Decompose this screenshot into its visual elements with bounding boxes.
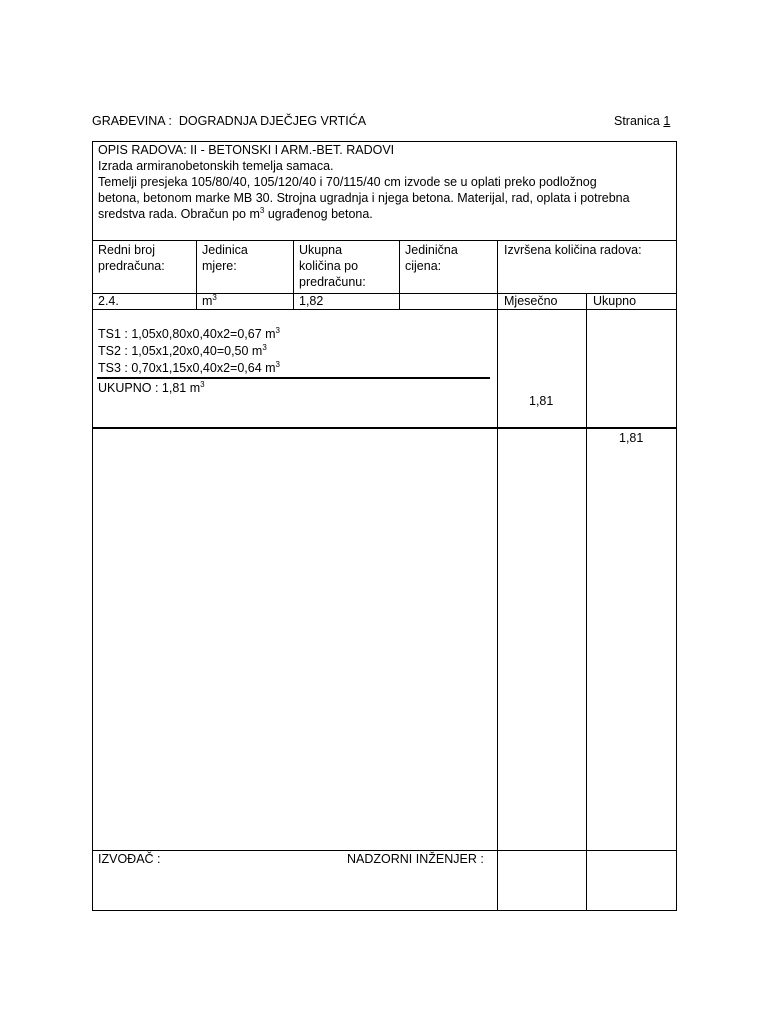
description-line: sredstva rada. Obračun po $m^3$ ugrađenog betona. <box>98 205 373 221</box>
calculation-line: TS2 : 1,05x1,20x0,40=0,50 $m^3$ <box>98 342 267 358</box>
col-mjesecno: Mjesečno <box>504 294 558 308</box>
row-redni-broj: 2.4. <box>98 294 119 308</box>
page-number: 1 <box>663 114 671 128</box>
building-name: DOGRADNJA DJEČJEG VRTIĆA <box>178 114 367 128</box>
row-jedinica: $m^3$ <box>202 292 217 308</box>
description-line: betona, betonom marke MB 30. Strojna ugradnja i njega betona. Materijal, rad, oplata i potrebna <box>98 191 630 205</box>
col-redni-broj: Redni broj predračuna: <box>98 243 165 273</box>
nadzorni-label: NADZORNI INŽENJER : <box>347 852 484 866</box>
calculation-line: TS1 : 1,05x0,80x0,40x2=0,67 $m^3$ <box>98 325 280 341</box>
calculation-line: TS3 : 0,70x1,15x0,40x2=0,64 $m^3$ <box>98 359 280 375</box>
description-line: Izrada armiranobetonskih temelja samaca. <box>98 159 334 173</box>
page-indicator <box>614 113 670 129</box>
description-line: Temelji presjeka 105/80/40, 105/120/40 i 70/115/40 cm izvode se u oplati preko podložnog <box>98 175 597 189</box>
col-izvrsena: Izvršena količina radova: <box>504 243 642 257</box>
ukupno-value: 1,81 <box>619 431 644 445</box>
col-ukupno: Ukupno <box>593 294 637 308</box>
col-jedinica: Jedinica mjere: <box>202 243 248 273</box>
col-jedinicna: Jedinična cijena: <box>405 243 458 273</box>
page-label: Stranica <box>614 114 660 128</box>
izvodac-label: IZVOĐAČ : <box>98 852 161 866</box>
building-label: GRAĐEVINA : DOGRADNJA DJEČJEG VRTIĆA <box>92 114 367 128</box>
mjesecno-value: 1,81 <box>529 394 554 408</box>
row-ukupna: 1,82 <box>299 294 324 308</box>
col-ukupna: Ukupna količina po predračunu: <box>299 243 366 289</box>
description-title: OPIS RADOVA: II - BETONSKI I ARM.-BET. RADOVI <box>98 143 395 157</box>
calculation-total: UKUPNO : 1,81 $m^3$ <box>98 379 205 395</box>
